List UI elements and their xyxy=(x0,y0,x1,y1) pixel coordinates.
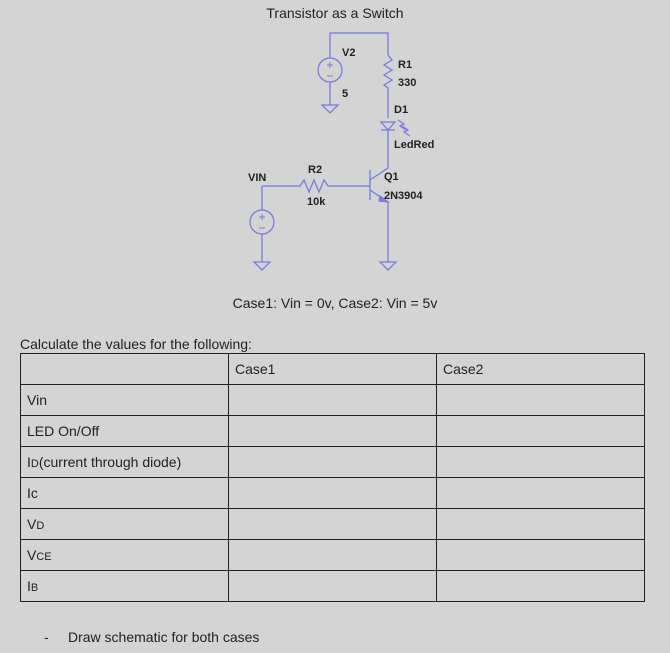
bullet-dash: - xyxy=(44,629,49,645)
cell-case2[interactable] xyxy=(437,540,645,571)
cell-case1[interactable] xyxy=(229,385,437,416)
r1-value: 330 xyxy=(398,77,417,89)
bullet-text: Draw schematic for both cases xyxy=(68,629,260,645)
header-case1: Case1 xyxy=(229,354,437,385)
top-wire xyxy=(330,33,388,58)
v2-value: 5 xyxy=(342,88,349,100)
row-label: VD xyxy=(21,509,229,540)
cell-case2[interactable] xyxy=(437,447,645,478)
led-arrow-2 xyxy=(402,126,410,136)
vin-ground-symbol xyxy=(254,262,270,270)
instructions: Calculate the values for the following: xyxy=(20,336,252,352)
vin-name: VIN xyxy=(248,172,267,184)
header-case2: Case2 xyxy=(437,354,645,385)
q1-value: 2N3904 xyxy=(384,190,423,202)
d1-value: LedRed xyxy=(394,139,435,151)
row-label: VCE xyxy=(21,540,229,571)
cell-case2[interactable] xyxy=(437,571,645,602)
table-row xyxy=(21,540,645,571)
row-label: ID(current through diode) xyxy=(21,447,229,478)
cell-case1[interactable] xyxy=(229,478,437,509)
cell-case1[interactable] xyxy=(229,509,437,540)
v2-name: V2 xyxy=(342,47,356,59)
q1-ground-symbol xyxy=(380,262,396,270)
table-row xyxy=(21,571,645,602)
circuit-schematic xyxy=(0,0,670,290)
table-row xyxy=(21,478,645,509)
cell-case2[interactable] xyxy=(437,509,645,540)
cell-case1[interactable] xyxy=(229,447,437,478)
r1-name: R1 xyxy=(398,59,413,71)
table-row xyxy=(21,416,645,447)
row-label: Ic xyxy=(21,478,229,509)
cell-case2[interactable] xyxy=(437,478,645,509)
page-title: Transistor as a Switch xyxy=(266,5,404,21)
bullet-item xyxy=(44,629,259,645)
cell-case1[interactable] xyxy=(229,540,437,571)
table-row xyxy=(21,509,645,540)
v2-ground-symbol xyxy=(322,105,338,113)
r2-name: R2 xyxy=(308,164,323,176)
r2-value: 10k xyxy=(307,196,326,208)
table-row xyxy=(21,385,645,416)
r2-resistor-symbol xyxy=(262,180,370,192)
q1-name: Q1 xyxy=(384,171,399,183)
d1-name: D1 xyxy=(394,104,409,116)
cases-note: Case1: Vin = 0v, Case2: Vin = 5v xyxy=(232,295,438,311)
v2-source-symbol xyxy=(318,58,342,82)
vin-source-symbol xyxy=(250,210,274,234)
header-blank xyxy=(21,354,229,385)
row-label: Vin xyxy=(21,385,229,416)
cell-case2[interactable] xyxy=(437,385,645,416)
row-label: IB xyxy=(21,571,229,602)
cell-case1[interactable] xyxy=(229,416,437,447)
calculation-table xyxy=(20,353,645,602)
cell-case2[interactable] xyxy=(437,416,645,447)
table-row xyxy=(21,447,645,478)
cell-case1[interactable] xyxy=(229,571,437,602)
d1-led-symbol xyxy=(381,122,395,130)
row-label: LED On/Off xyxy=(21,416,229,447)
r1-resistor-symbol xyxy=(384,55,392,118)
table-header-row xyxy=(21,354,645,385)
